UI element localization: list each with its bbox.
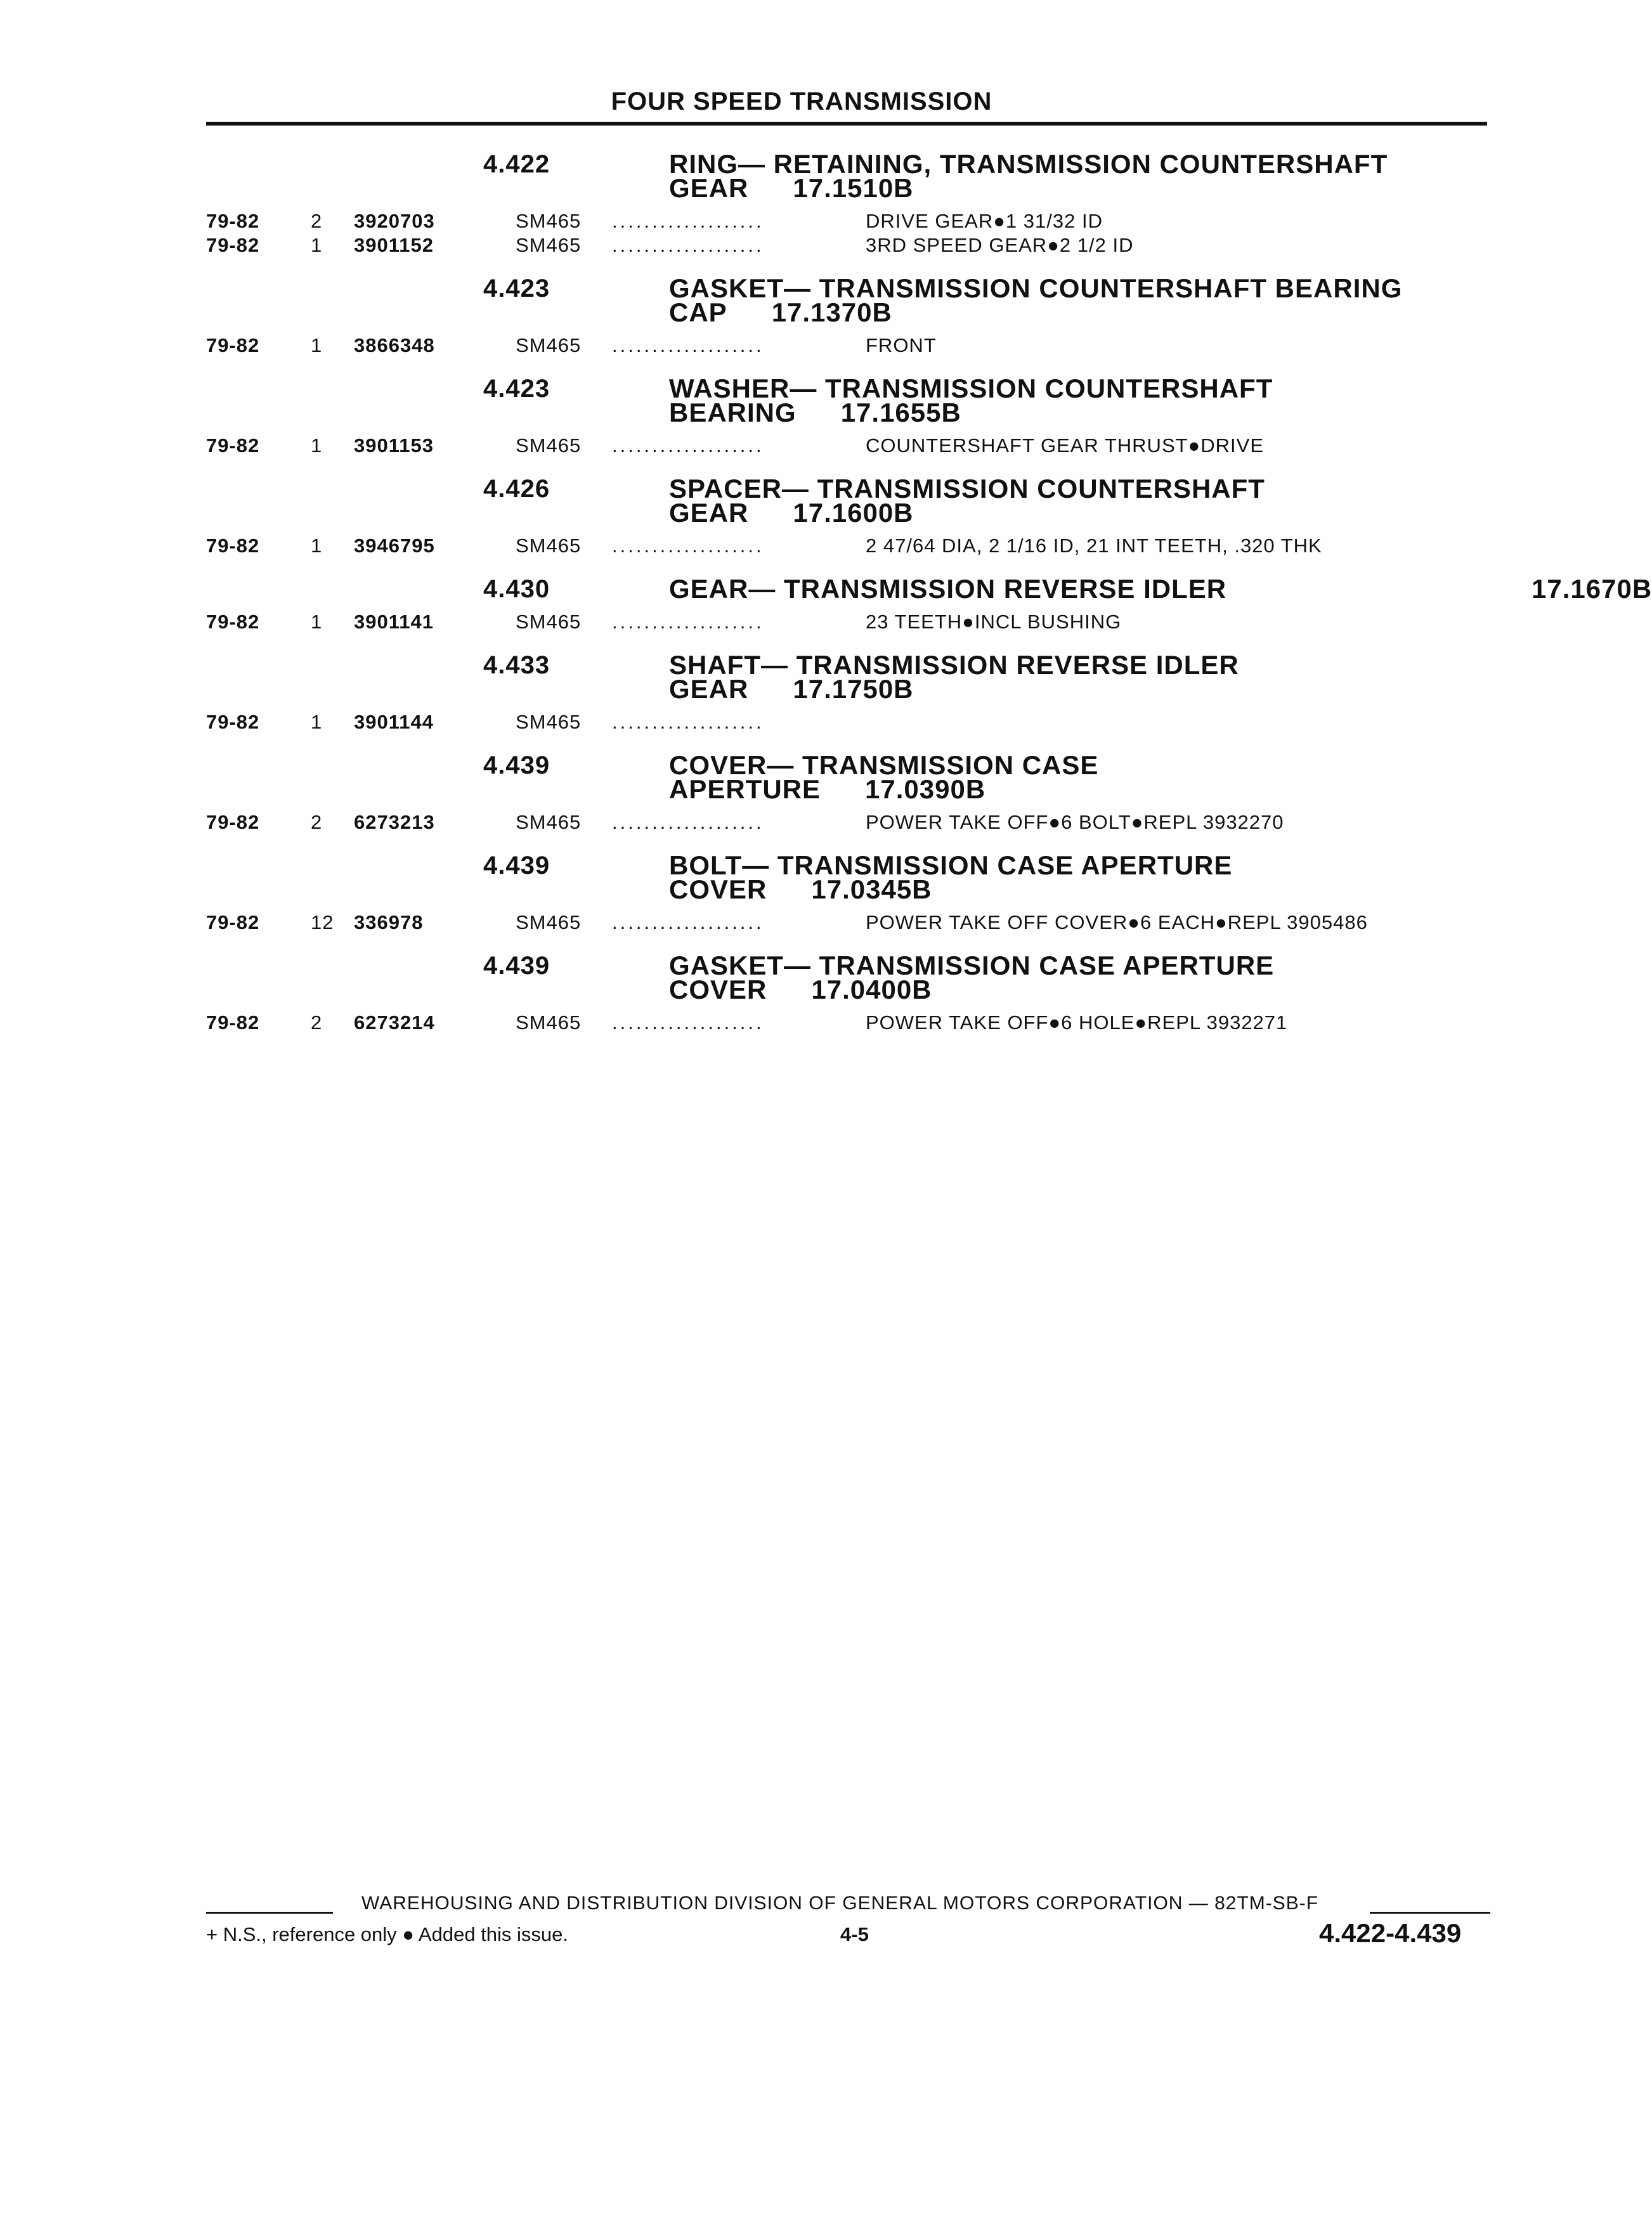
catalog-section [206,648,1512,734]
section-title-line1: WASHER— TRANSMISSION COUNTERSHAFT [669,373,1273,403]
section-title [669,147,1512,203]
section-number: 4.422 [483,150,550,178]
part-description: DRIVE GEAR●1 31/32 ID [866,210,1103,232]
section-ref: 17.0400B [811,975,932,1004]
parts-list [206,534,1512,558]
section-number: 4.439 [483,852,550,879]
part-model: SM465 [516,535,582,557]
section-heading [206,648,1512,704]
section-ref: 17.1510B [793,173,914,203]
parts-catalog [206,147,1652,1049]
leader-dots: ................... [612,711,764,733]
part-description: 3RD SPEED GEAR●2 1/2 ID [866,234,1134,256]
section-ref: 17.1670B [1532,574,1652,604]
leader-dots: ................... [612,434,764,457]
part-number: 336978 [354,911,424,933]
part-row [206,710,1512,734]
leader-dots: ................... [612,334,764,356]
part-number: 6273214 [354,1011,435,1034]
part-number: 3901144 [354,711,434,733]
part-year: 79-82 [206,434,260,457]
section-title-line1: RING— RETAINING, TRANSMISSION COUNTERSHAFT [669,149,1388,179]
header-divider [206,122,1487,126]
footer-legend: + N.S., reference only ● Added this issue. [206,1923,569,1945]
part-row [206,209,1512,233]
part-year: 79-82 [206,234,260,256]
part-description: COUNTERSHAFT GEAR THRUST●DRIVE [866,434,1265,457]
section-heading [206,949,1512,1002]
section-number: 4.426 [483,475,550,503]
part-qty: 2 [311,210,323,232]
part-year: 79-82 [206,535,260,557]
section-title-line2: APERTURE [669,774,821,804]
section-title-line2: BEARING [669,398,797,427]
section-heading [206,472,1512,528]
section-title-line2: GEAR [669,498,749,528]
section-title-line1: GASKET— TRANSMISSION CASE APERTURE [669,951,1275,980]
part-description: 2 47/64 DIA, 2 1/16 ID, 21 INT TEETH, .320 THK [866,535,1322,557]
part-description: FRONT [866,334,937,356]
catalog-section [206,572,1652,634]
part-description: POWER TAKE OFF●6 HOLE●REPL 3932271 [866,1011,1288,1034]
part-year: 79-82 [206,811,260,833]
part-row [206,233,1512,257]
part-qty: 1 [311,611,323,633]
part-model: SM465 [516,234,582,256]
part-qty: 12 [311,911,334,933]
part-number: 3901141 [354,611,434,633]
footer-publisher: WAREHOUSING AND DISTRIBUTION DIVISION OF GENERAL MOTORS CORPORATION — 82TM-SB-F [361,1893,1319,1914]
section-title-line1: SPACER— TRANSMISSION COUNTERSHAFT [669,474,1265,503]
section-number: 4.433 [483,651,550,679]
section-heading [206,572,1652,604]
section-heading [206,748,1512,804]
part-year: 79-82 [206,711,260,733]
section-title [669,572,1652,604]
part-model: SM465 [516,711,582,733]
part-year: 79-82 [206,334,260,356]
part-model: SM465 [516,811,582,833]
part-qty: 2 [311,811,323,833]
section-title-line2: COVER [669,975,767,1004]
part-number: 3901152 [354,234,434,256]
section-title-line1: COVER— TRANSMISSION CASE [669,750,1099,780]
part-description: 23 TEETH●INCL BUSHING [866,611,1122,633]
parts-list [206,810,1512,834]
part-qty: 1 [311,434,323,457]
section-title-line2: GEAR [669,674,749,704]
section-title [669,848,1512,902]
catalog-section [206,372,1512,458]
leader-dots: ................... [612,210,764,232]
section-title-line1: BOLT— TRANSMISSION CASE APERTURE [669,850,1233,880]
section-range: 4.422-4.439 [1319,1918,1462,1948]
part-qty: 1 [311,334,323,356]
section-ref: 17.1655B [840,398,961,427]
section-heading [206,147,1512,203]
section-title-line1: SHAFT— TRANSMISSION REVERSE IDLER [669,650,1239,680]
leader-dots: ................... [612,535,764,557]
part-row [206,610,1512,634]
leader-dots: ................... [612,811,764,833]
catalog-section [206,472,1512,558]
section-title [669,271,1512,325]
section-title [669,472,1512,528]
leader-dots: ................... [612,234,764,256]
part-year: 79-82 [206,911,260,933]
footer-rule-right [1370,1912,1490,1914]
section-title-line1: GASKET— TRANSMISSION COUNTERSHAFT BEARING [669,273,1403,303]
section-number: 4.430 [483,575,550,603]
part-number: 6273213 [354,811,435,833]
part-qty: 1 [311,535,323,557]
section-title [669,949,1512,1002]
part-row [206,334,1512,358]
section-ref: 17.0390B [865,774,986,804]
page-number: 4-5 [840,1923,869,1945]
section-ref: 17.1750B [793,674,914,704]
parts-list [206,334,1512,358]
section-title [669,748,1512,804]
part-model: SM465 [516,434,582,457]
section-ref: 17.1600B [793,498,914,528]
page-title: FOUR SPEED TRANSMISSION [611,88,992,115]
part-number: 3866348 [354,334,435,356]
parts-list [206,610,1512,634]
section-ref: 17.0345B [811,874,932,904]
part-model: SM465 [516,334,582,356]
section-heading [206,372,1512,425]
part-qty: 1 [311,234,323,256]
section-heading [206,848,1512,902]
catalog-section [206,748,1512,834]
part-model: SM465 [516,611,582,633]
part-row [206,1011,1512,1035]
part-description: POWER TAKE OFF●6 BOLT●REPL 3932270 [866,811,1284,833]
part-row [206,434,1512,458]
section-ref: 17.1370B [771,297,892,327]
parts-list [206,1011,1512,1035]
section-heading [206,271,1512,325]
leader-dots: ................... [612,911,764,933]
part-number: 3946795 [354,535,435,557]
part-description: POWER TAKE OFF COVER●6 EACH●REPL 3905486 [866,911,1368,933]
part-qty: 2 [311,1011,323,1034]
section-number: 4.439 [483,751,550,779]
footer-rule-left [206,1912,333,1914]
section-title [669,648,1512,704]
parts-list [206,710,1512,734]
part-year: 79-82 [206,1011,260,1034]
part-row [206,911,1512,935]
part-number: 3901153 [354,434,434,457]
part-row [206,534,1512,558]
parts-list [206,434,1512,458]
catalog-section [206,147,1512,257]
part-model: SM465 [516,1011,582,1034]
part-row [206,810,1512,834]
section-title-line2: CAP [669,297,727,327]
leader-dots: ................... [612,611,764,633]
part-model: SM465 [516,911,582,933]
section-title-line1: GEAR— TRANSMISSION REVERSE IDLER [669,574,1227,604]
leader-dots: ................... [612,1011,764,1034]
parts-list [206,911,1512,935]
part-qty: 1 [311,711,323,733]
section-title [669,372,1512,425]
part-year: 79-82 [206,611,260,633]
catalog-section [206,949,1512,1035]
part-model: SM465 [516,210,582,232]
part-number: 3920703 [354,210,435,232]
section-title-line2: COVER [669,874,767,904]
section-number: 4.439 [483,952,550,980]
part-year: 79-82 [206,210,260,232]
parts-list [206,209,1512,257]
catalog-section [206,848,1512,935]
catalog-section [206,271,1512,358]
section-number: 4.423 [483,275,550,302]
section-number: 4.423 [483,375,550,403]
section-title-line2: GEAR [669,173,749,203]
